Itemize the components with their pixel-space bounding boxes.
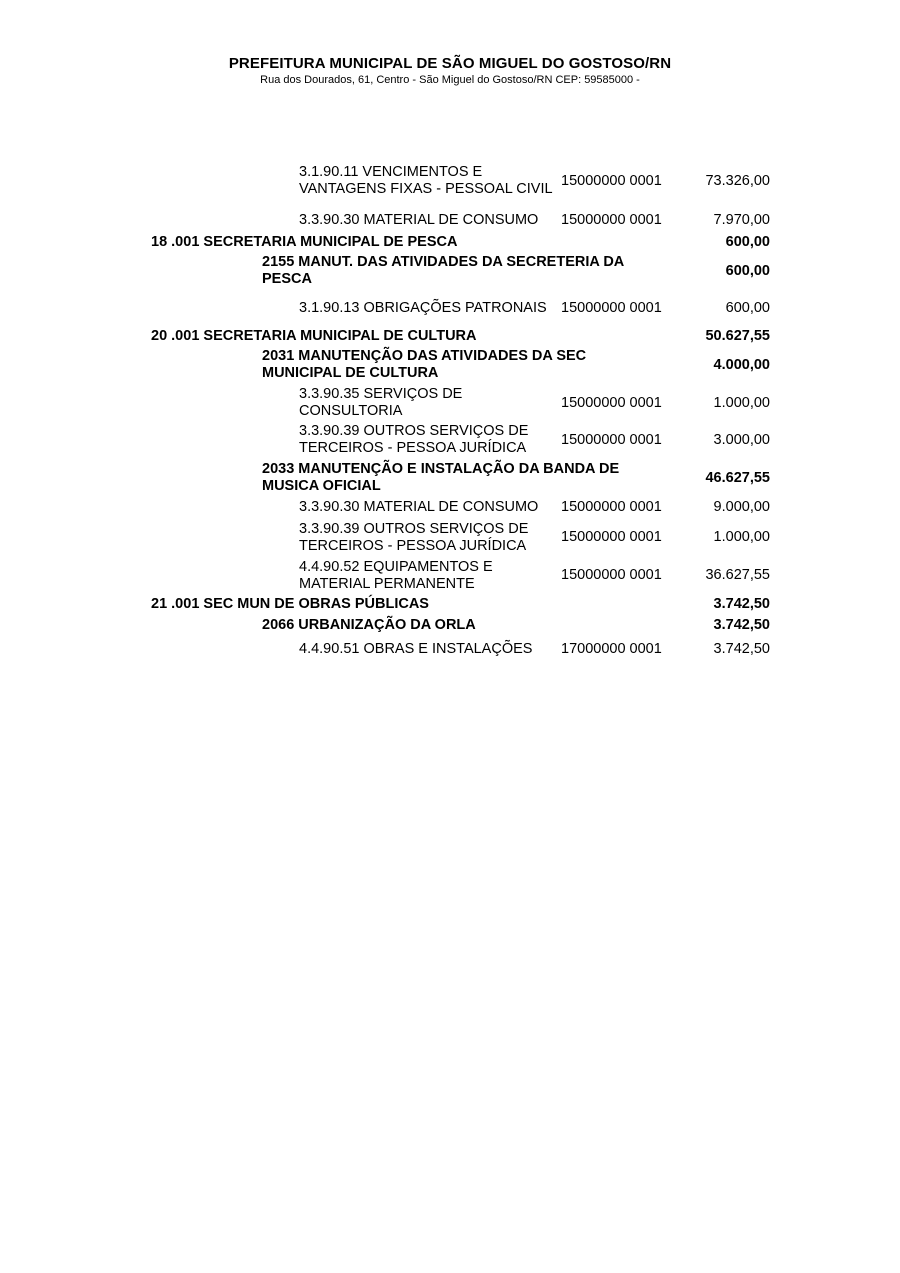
row-amount: 3.742,50 [713,596,770,612]
row-source-code: 17000000 0001 [561,641,662,657]
row-description: 3.1.90.13 OBRIGAÇÕES PATRONAIS [299,300,547,316]
municipality-address: Rua dos Dourados, 61, Centro - São Miguel do Gostoso/RN CEP: 59585000 - [260,74,640,86]
row-amount: 600,00 [725,263,770,279]
budget-row-action [0,252,900,290]
budget-row-item [0,384,900,422]
budget-row-organ [0,233,900,252]
budget-row-action [0,616,900,635]
row-description: 2066 URBANIZAÇÃO DA ORLA [262,617,476,633]
row-description: 3.3.90.39 OUTROS SERVIÇOS DE TERCEIROS - PESSOA JURÍDICA [299,521,529,554]
budget-row-item [0,557,900,594]
row-description: 2155 MANUT. DAS ATIVIDADES DA SECRETERIA DA PESCA [262,254,624,287]
budget-row-item [0,498,900,517]
budget-row-item [0,519,900,556]
row-source-code: 15000000 0001 [561,173,662,189]
municipality-title: PREFEITURA MUNICIPAL DE SÃO MIGUEL DO GOSTOSO/RN [228,55,672,72]
row-description: 3.3.90.30 MATERIAL DE CONSUMO [299,212,539,228]
row-description: 20 .001 SECRETARIA MUNICIPAL DE CULTURA [151,328,477,344]
budget-row-item [0,154,900,208]
row-description: 3.3.90.35 SERVIÇOS DE CONSULTORIA [299,386,463,419]
row-amount: 46.627,55 [705,470,770,486]
budget-row-organ [0,327,900,346]
row-description: 21 .001 SEC MUN DE OBRAS PÚBLICAS [151,596,429,612]
row-amount: 600,00 [725,300,770,316]
budget-row-item [0,422,900,458]
row-amount: 600,00 [725,234,770,250]
row-source-code: 15000000 0001 [561,499,662,515]
row-source-code: 15000000 0001 [561,212,662,228]
budget-row-action [0,459,900,497]
budget-row-item [0,640,900,659]
row-amount: 3.742,50 [713,641,770,657]
budget-row-action [0,346,900,384]
budget-row-item [0,211,900,230]
row-description: 4.4.90.51 OBRAS E INSTALAÇÕES [299,641,533,657]
row-source-code: 15000000 0001 [561,432,662,448]
row-description: 2031 MANUTENÇÃO DAS ATIVIDADES DA SEC MUNICIPAL DE CULTURA [262,348,587,381]
row-amount: 1.000,00 [713,395,770,411]
row-description: 18 .001 SECRETARIA MUNICIPAL DE PESCA [151,234,458,250]
row-amount: 73.326,00 [705,173,770,189]
row-amount: 3.742,50 [713,617,770,633]
row-source-code: 15000000 0001 [561,567,662,583]
row-description: 2033 MANUTENÇÃO E INSTALAÇÃO DA BANDA DE MUSICA OFICIAL [262,461,620,494]
row-amount: 9.000,00 [713,499,770,515]
row-amount: 7.970,00 [713,212,770,228]
row-amount: 3.000,00 [713,432,770,448]
budget-row-item [0,290,900,326]
row-source-code: 15000000 0001 [561,529,662,545]
row-description: 3.3.90.39 OUTROS SERVIÇOS DE TERCEIROS - PESSOA JURÍDICA [299,423,529,456]
row-description: 4.4.90.52 EQUIPAMENTOS E MATERIAL PERMANENTE [299,559,493,592]
row-description: 3.3.90.30 MATERIAL DE CONSUMO [299,499,539,515]
row-amount: 50.627,55 [705,328,770,344]
row-amount: 1.000,00 [713,529,770,545]
row-description: 3.1.90.11 VENCIMENTOS E VANTAGENS FIXAS - PESSOAL CIVIL [299,164,553,197]
budget-row-organ [0,595,900,614]
row-amount: 36.627,55 [705,567,770,583]
row-source-code: 15000000 0001 [561,395,662,411]
row-amount: 4.000,00 [713,357,770,373]
row-source-code: 15000000 0001 [561,300,662,316]
